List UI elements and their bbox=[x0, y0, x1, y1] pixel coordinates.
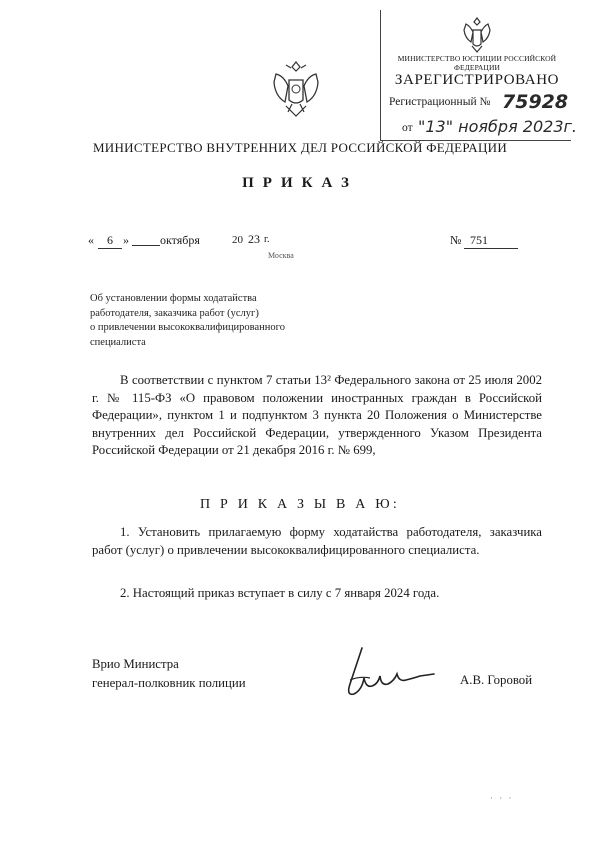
order-verb-heading: П Р И К А З Ы В А Ю: bbox=[200, 497, 400, 512]
order-number-prefix: № bbox=[450, 233, 462, 247]
signer-position-line1: Врио Министра bbox=[92, 657, 179, 671]
document-type-title: ПРИКАЗ bbox=[242, 175, 358, 191]
stamp-emblem-icon bbox=[460, 14, 494, 54]
coat-of-arms-icon bbox=[272, 60, 320, 118]
ministry-title: МИНИСТЕРСТВО ВНУТРЕННИХ ДЕЛ РОССИЙСКОЙ ФЕДЕРАЦИИ bbox=[92, 140, 508, 155]
signer-position-line2: генерал-полковник полиции bbox=[92, 676, 246, 690]
order-year-suffix: г. bbox=[264, 234, 270, 245]
stamp-reg-number: 75928 bbox=[502, 91, 569, 113]
order-item-2: 2. Настоящий приказ вступает в силу с 7 января 2024 года. bbox=[120, 586, 440, 600]
order-item-1: 1. Установить прилагаемую форму ходатайства работодателя, заказчика работ (услуг) о привлечении высококвалифицированного специалиста. bbox=[92, 525, 542, 557]
order-year: 23 bbox=[248, 232, 260, 246]
preamble-paragraph: В соответствии с пунктом 7 статьи 13² Федерального закона от 25 июля 2002 г. № 115-ФЗ «О правовом положении иностранных граждан в Российской Федерации», пунктом 1 и подпунктом 3 пункта 20 Положения о Министерстве внутренних дел Российской Федерации, утвержденного Указом Президента Российской Федерации от 21 декабря 2016 г. № 699, bbox=[92, 373, 542, 457]
stamp-ministry-text: МИНИСТЕРСТВО ЮСТИЦИИ РОССИЙСКОЙ ФЕДЕРАЦИИ bbox=[397, 54, 557, 72]
footer-scan-mark: · · · bbox=[490, 793, 514, 803]
handwritten-signature-icon bbox=[334, 640, 464, 710]
subject-line: специалиста bbox=[90, 336, 146, 348]
order-subject bbox=[90, 292, 305, 350]
order-day: 6 bbox=[98, 233, 122, 249]
order-month: октября bbox=[160, 233, 200, 247]
stamp-registered-label: ЗАРЕГИСТРИРОВАНО bbox=[394, 72, 560, 88]
subject-line: Об установлении формы ходатайства bbox=[90, 293, 257, 304]
subject-line: работодателя, заказчика работ (услуг) bbox=[90, 307, 259, 319]
stamp-date: "13" ноября 2023г. bbox=[418, 117, 577, 136]
subject-line: о привлечении высококвалифицированного bbox=[90, 322, 285, 333]
order-number: 751 bbox=[464, 233, 518, 249]
stamp-reg-number-label: Регистрационный № bbox=[389, 96, 491, 108]
signer-name: А.В. Горовой bbox=[460, 673, 533, 687]
date-close-quote: » bbox=[123, 233, 129, 247]
date-underline bbox=[132, 245, 160, 246]
stamp-date-prefix: от bbox=[402, 122, 413, 134]
order-city: Москва bbox=[268, 251, 294, 260]
order-year-prefix: 20 bbox=[232, 234, 243, 246]
date-open-quote: « bbox=[88, 233, 94, 247]
